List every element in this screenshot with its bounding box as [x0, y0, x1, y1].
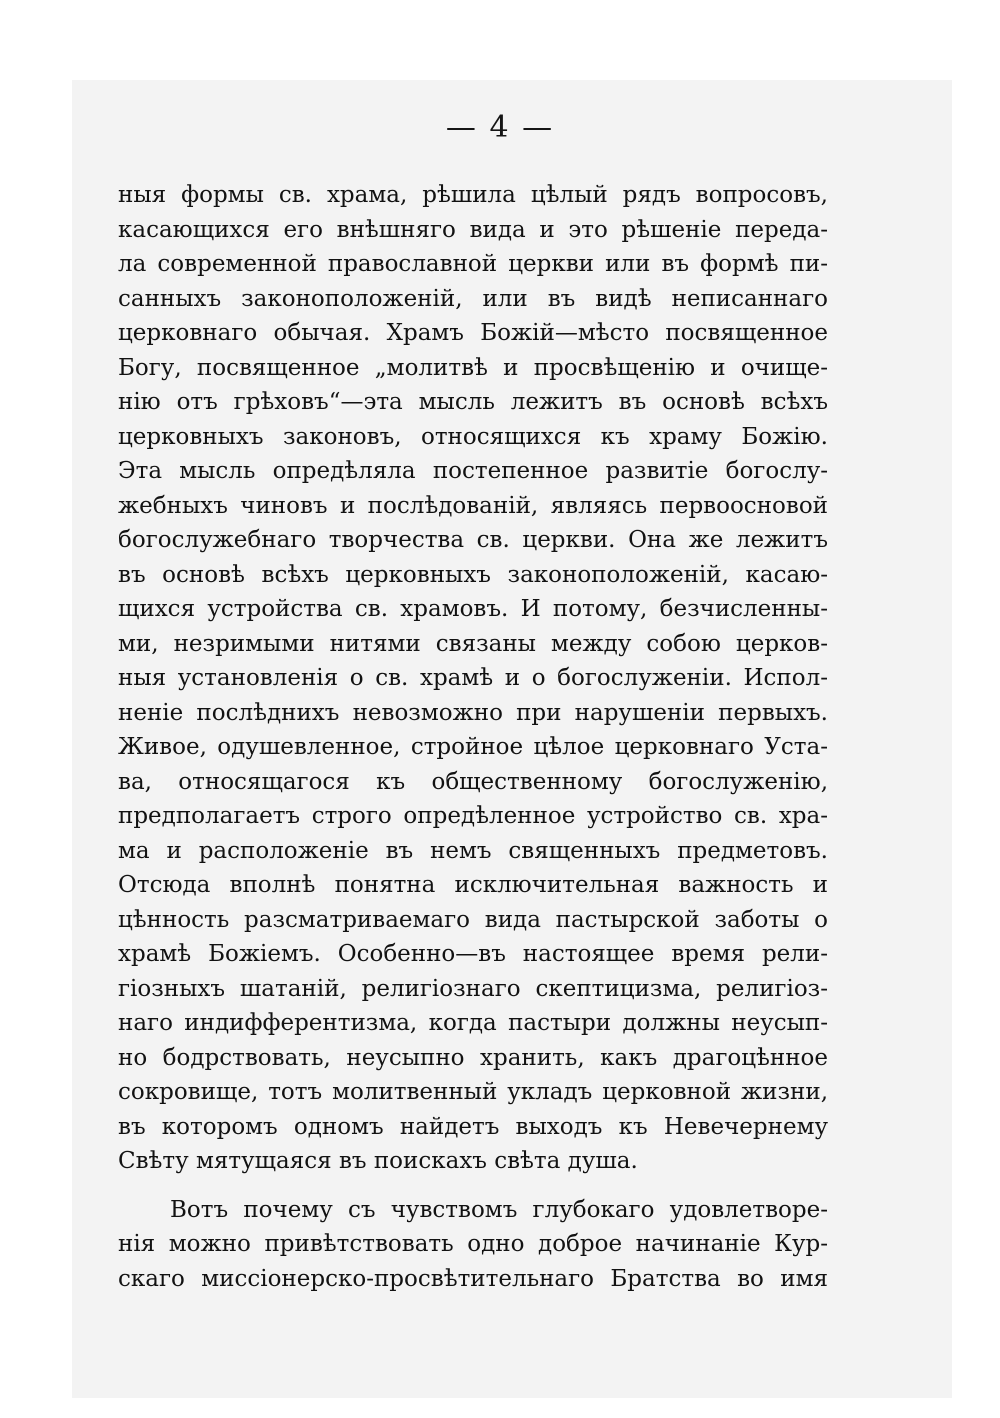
paragraph-gap: [118, 1179, 828, 1193]
text-line: церковныхъ законовъ, относящихся къ храму Божію.: [118, 423, 828, 450]
text-line: нію отъ грѣховъ“—эта мысль лежитъ въ основѣ всѣхъ: [118, 389, 828, 415]
text-line: храмѣ Божіемъ. Особенно—въ настоящее время рели-: [118, 941, 828, 967]
text-line: Эта мысль опредѣляла постепенное развитіе богослу-: [118, 458, 828, 484]
text-line: жебныхъ чиновъ и послѣдованій, являясь первоосновой: [118, 492, 828, 519]
paragraph: [118, 1193, 828, 1297]
text-line: ла современной православной церкви или въ формѣ пи-: [118, 251, 828, 277]
paragraph: [118, 178, 828, 1179]
text-line: нія можно привѣтствовать одно доброе начинаніе Кур-: [118, 1231, 828, 1257]
text-line: ва, относящагося къ общественному богослуженію,: [118, 768, 828, 795]
text-line: сокровище, тотъ молитвенный укладъ церковной жизни,: [118, 1079, 828, 1105]
text-line: касающихся его внѣшняго вида и это рѣшеніе переда-: [118, 216, 828, 243]
text-line: Отсюда вполнѣ понятна исключительная важность и: [118, 872, 828, 898]
text-line: церковнаго обычая. Храмъ Божій—мѣсто посвященное: [118, 320, 828, 346]
text-line: Свѣту мятущаяся въ поискахъ свѣта душа.: [118, 1148, 638, 1174]
body-text: [118, 178, 828, 1296]
text-line: скаго миссіонерско-просвѣтительнаго Братства во имя: [118, 1265, 828, 1292]
text-line: гіозныхъ шатаній, религіознаго скептицизма, религіоз-: [118, 975, 828, 1002]
text-line: предполагаетъ строго опредѣленное устройство св. хра-: [118, 803, 828, 829]
page-number: — 4 —: [445, 110, 555, 145]
text-line: ми, незримыми нитями связаны между собою церков-: [118, 630, 828, 657]
text-line: цѣнность разсматриваемаго вида пастырской заботы о: [118, 906, 828, 933]
text-line: санныхъ законоположеній, или въ видѣ неписаннаго: [118, 285, 828, 312]
text-line: въ которомъ одномъ найдетъ выходъ къ Невечернему: [118, 1113, 828, 1140]
text-line: ныя установленія о св. храмѣ и о богослуженіи. Испол-: [118, 665, 828, 691]
text-line: но бодрствовать, неусыпно хранить, какъ драгоцѣнное: [118, 1044, 828, 1071]
text-line: щихся устройства св. храмовъ. И потому, безчисленны-: [118, 596, 828, 622]
text-line: наго индифферентизма, когда пастыри должны неусып-: [118, 1010, 828, 1036]
text-line: Богу, посвященное „молитвѣ и просвѣщенію и очище-: [118, 354, 828, 381]
text-line: ныя формы св. храма, рѣшила цѣлый рядъ вопросовъ,: [118, 182, 828, 208]
text-line: неніе послѣднихъ невозможно при нарушеніи первыхъ.: [118, 699, 828, 726]
text-line: Живое, одушевленное, стройное цѣлое церковнаго Уста-: [118, 734, 828, 760]
text-line: богослужебнаго творчества св. церкви. Она же лежитъ: [118, 527, 828, 553]
text-line: въ основѣ всѣхъ церковныхъ законоположеній, касаю-: [118, 561, 828, 588]
text-line: ма и расположеніе въ немъ священныхъ предметовъ.: [118, 837, 828, 864]
text-line: Вотъ почему съ чувствомъ глубокаго удовлетворе-: [170, 1196, 828, 1223]
